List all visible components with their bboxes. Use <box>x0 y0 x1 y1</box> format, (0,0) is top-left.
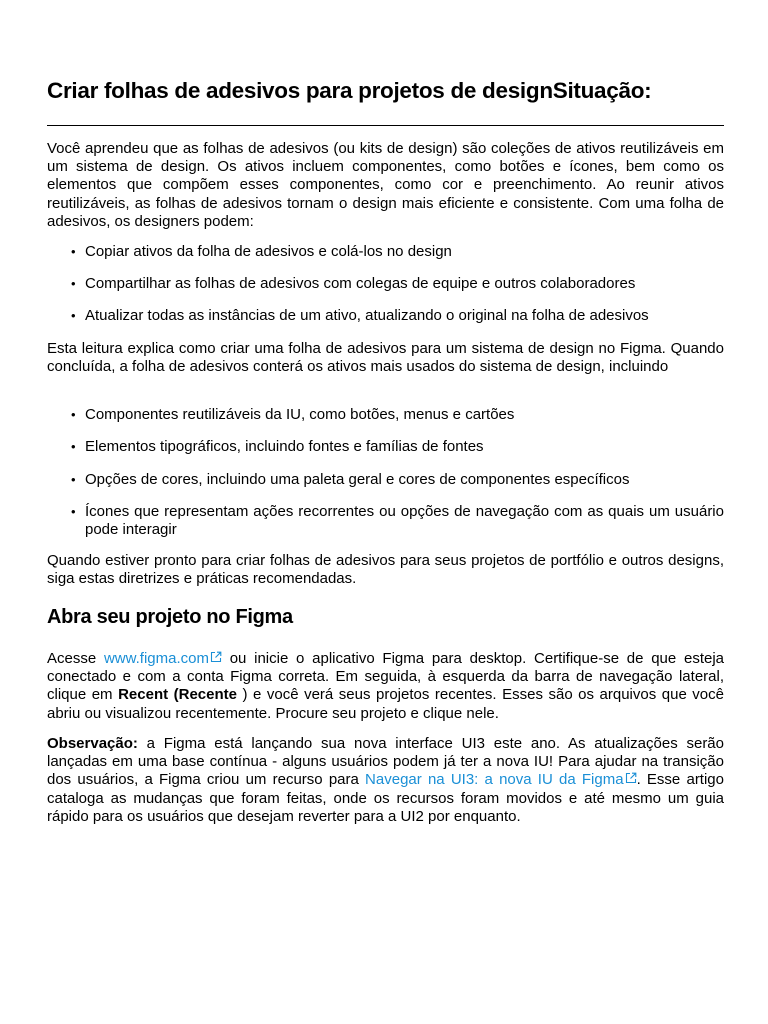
list-item-text: Elementos tipográficos, incluindo fontes e famílias de fontes <box>85 438 484 455</box>
bullet-icon: • <box>71 276 76 291</box>
list-item <box>47 471 724 489</box>
figma-website-link[interactable] <box>104 650 222 667</box>
open-project-paragraph <box>47 650 724 723</box>
page-title: Criar folhas de adesivos para projetos de designSituação: <box>47 78 652 103</box>
paragraph-text: Acesse <box>47 650 104 667</box>
intro-paragraph: Você aprendeu que as folhas de adesivos (ou kits de design) são coleções de ativos reutilizáveis em um sistema de design. Os ativos incluem componentes, como botões e ícones, bem como os elementos que compõem esses componentes, como cor e preenchimento. Ao reunir ativos reutilizáveis, as folhas de adesivos tornam o design mais eficiente e consistente. Com uma folha de adesivos, os designers podem: <box>47 140 724 230</box>
bullet-icon: • <box>71 504 76 519</box>
paragraph-text: . Esse artigo cataloga as mudanças que foram feitas, onde os recursos foram movidos e até mesmo um guia rápido para os usuários que desejam reverter para a UI2 por enquanto. <box>47 771 724 825</box>
list-item-text: Ícones que representam ações recorrentes ou opções de navegação com as quais um usuário pode interagir <box>85 503 724 539</box>
link-text[interactable]: Navegar na UI3: a nova IU da Figma <box>365 771 624 789</box>
bullet-icon: • <box>71 439 76 454</box>
paragraph-text: a Figma está lançando sua nova interface UI3 este ano. As atualizações serão lançadas em uma base contínua - alguns usuários podem já ter a nova IU! Para ajudar na transição dos usuários, a Figma criou um recurso para <box>47 735 724 789</box>
list-item-text: Atualizar todas as instâncias de um ativo, atualizando o original na folha de adesivos <box>85 307 649 324</box>
list-item <box>47 243 724 261</box>
list-item <box>47 307 724 325</box>
note-paragraph <box>47 735 724 826</box>
external-link-icon <box>625 772 637 784</box>
list-item-text: Compartilhar as folhas de adesivos com colegas de equipe e outros colaboradores <box>85 275 636 292</box>
bullet-icon: • <box>71 244 76 259</box>
list-item-text: Opções de cores, incluindo uma paleta geral e cores de componentes específicos <box>85 471 630 488</box>
list-item <box>47 438 724 456</box>
reading-overview-paragraph: Esta leitura explica como criar uma folha de adesivos para um sistema de design no Figma. Quando concluída, a folha de adesivos conterá os ativos mais usados do sistema de design, incluindo <box>47 340 724 376</box>
paragraph-text: ou inicie o aplicativo Figma para desktop. Certifique-se de que esteja conectado e com a conta Figma correta. Em seguida, à esquerda da barra de navegação lateral, clique em <box>47 650 725 704</box>
ui3-guide-link[interactable] <box>365 771 637 788</box>
bullet-icon: • <box>71 308 76 323</box>
list-item <box>47 275 724 293</box>
title-divider <box>47 125 724 126</box>
bullet-icon: • <box>71 407 76 422</box>
list-item <box>47 406 724 424</box>
paragraph-text: ) e você verá seus projetos recentes. Esses são os arquivos que você abriu ou visualizou recentemente. Procure seu projeto e clique nele. <box>47 686 724 722</box>
section-heading: Abra seu projeto no Figma <box>47 606 293 628</box>
guidelines-paragraph: Quando estiver pronto para criar folhas de adesivos para seus projetos de portfólio e outros designs, siga estas diretrizes e práticas recomendadas. <box>47 552 724 588</box>
list-item-text: Componentes reutilizáveis da IU, como botões, menus e cartões <box>85 406 515 423</box>
note-label: Observação: <box>47 735 138 752</box>
list-item-text: Copiar ativos da folha de adesivos e colá-los no design <box>85 243 452 260</box>
bullet-icon: • <box>71 472 76 487</box>
recent-label: Recent (Recente <box>118 686 237 704</box>
list-item <box>47 503 724 539</box>
external-link-icon <box>210 651 222 663</box>
link-text[interactable]: www.figma.com <box>103 650 209 667</box>
